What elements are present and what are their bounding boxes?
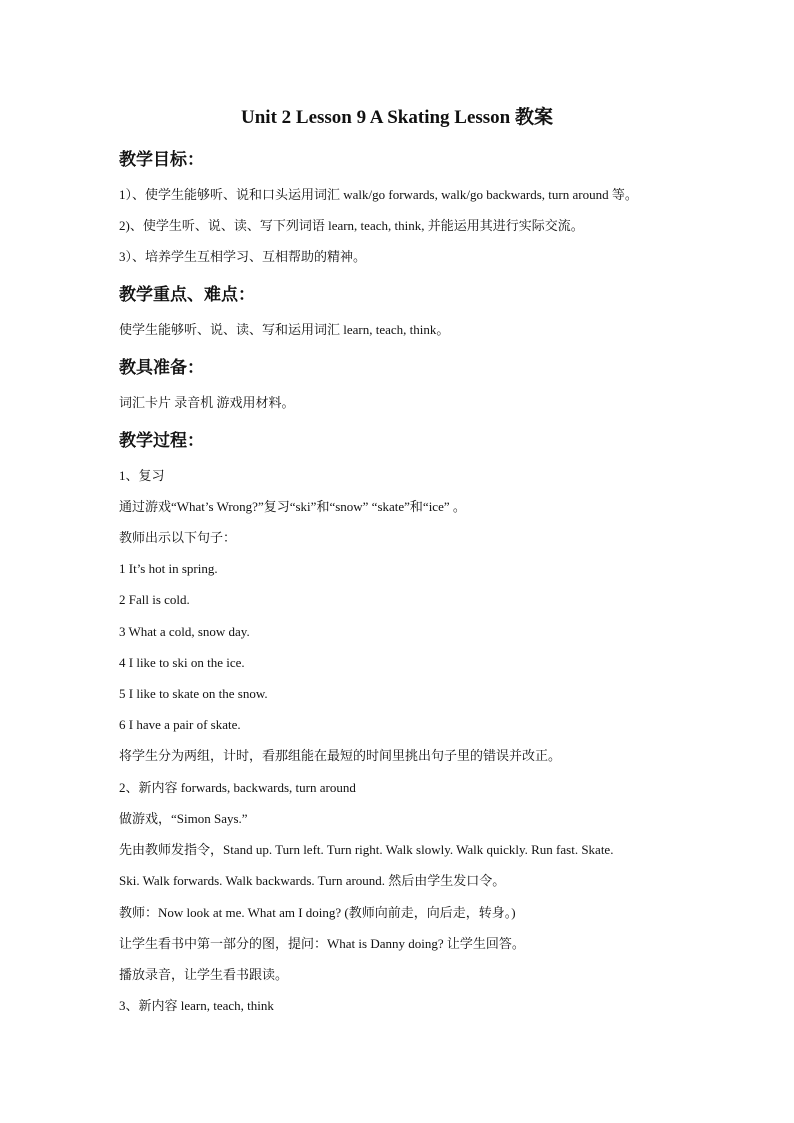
process-line: 先由教师发指令，Stand up. Turn left. Turn right. Walk slowly. Walk quickly. Run fast. Skate.: [119, 842, 614, 857]
document-title: Unit 2 Lesson 9 A Skating Lesson 教案: [241, 107, 553, 128]
process-line: 2、新内容 forwards, backwards, turn around: [119, 780, 356, 795]
process-line: 将学生分为两组，计时，看那组能在最短的时间里挑出句子里的错误并改正。: [119, 748, 562, 763]
materials-heading: 教具准备：: [119, 358, 204, 377]
objective-item: 1）、使学生能够听、说和口头运用词汇 walk/go forwards, walk/go backwards, turn around 等。: [119, 187, 638, 202]
key-points-heading: 教学重点、难点：: [119, 285, 255, 304]
process-line: 让学生看书中第一部分的图，提问：What is Danny doing? 让学生回答。: [119, 936, 525, 951]
process-line: 5 I like to skate on the snow.: [119, 686, 268, 701]
objectives-heading: 教学目标：: [119, 150, 204, 169]
process-line: 通过游戏“What’s Wrong?”复习“ski”和“snow” “skate”和“ice” 。: [119, 499, 466, 514]
process-line: Ski. Walk forwards. Walk backwards. Turn around. 然后由学生发口令。: [119, 873, 506, 888]
process-line: 3、新内容 learn, teach, think: [119, 998, 274, 1013]
materials-item: 词汇卡片 录音机 游戏用材料。: [119, 395, 295, 410]
process-line: 3 What a cold, snow day.: [119, 624, 250, 639]
process-line: 2 Fall is cold.: [119, 592, 190, 607]
process-line: 1 It’s hot in spring.: [119, 561, 218, 576]
process-line: 1、复习: [119, 468, 165, 483]
objective-item: 2)、使学生听、说、读、写下列词语 learn, teach, think, 并能运用其进行实际交流。: [119, 218, 584, 233]
process-line: 4 I like to ski on the ice.: [119, 655, 245, 670]
process-line: 6 I have a pair of skate.: [119, 717, 241, 732]
key-point-item: 使学生能够听、说、读、写和运用词汇 learn, teach, think。: [119, 322, 450, 337]
process-line: 播放录音，让学生看书跟读。: [119, 967, 289, 982]
process-line: 教师：Now look at me. What am I doing? (教师向前走，向后走，转身。): [119, 905, 516, 920]
objective-item: 3）、培养学生互相学习、互相帮助的精神。: [119, 249, 367, 264]
process-line: 做游戏，“Simon Says.”: [119, 811, 248, 826]
process-line: 教师出示以下句子：: [119, 530, 237, 545]
process-heading: 教学过程：: [119, 431, 204, 450]
